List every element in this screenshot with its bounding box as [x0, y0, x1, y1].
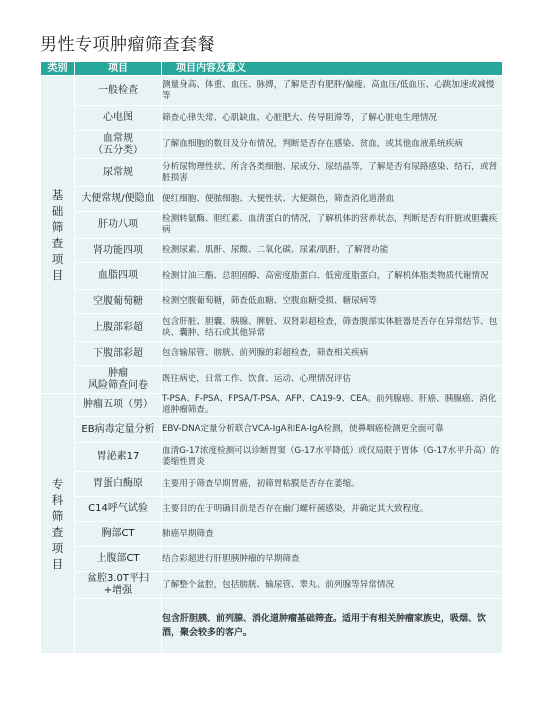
item-name: 胃蛋白酶原 [75, 472, 162, 497]
table-row [41, 314, 503, 342]
table-row [41, 522, 503, 547]
item-name: 血脂四项 [75, 263, 162, 290]
item-description: 肺癌早期筛查 [162, 522, 503, 547]
item-description: 既往病史，日常工作、饮食、运动、心理情况评估 [162, 366, 503, 394]
special-category-label: 专科筛查项目 [51, 476, 64, 571]
item-description: 主要用于筛查早期胃癌，初筛胃粘膜是否存在萎缩。 [162, 472, 503, 497]
table-row [41, 572, 503, 599]
table-row [41, 212, 503, 239]
table-row [41, 239, 503, 263]
table-row [41, 106, 503, 131]
item-description: 了解整个盆腔，包括膀胱、输尿管、睾丸、前列腺等异常情况 [162, 572, 503, 599]
item-name: 肾功能四项 [75, 239, 162, 263]
item-description: 了解血细胞的数目及分布情况，判断是否存在感染、贫血，或其他血液系统疾病 [162, 131, 503, 159]
item-name: 血常规 （五分类） [75, 131, 162, 159]
header-description: 项目内容及意义 [162, 62, 503, 76]
header-category: 类别 [41, 62, 75, 76]
table-row [41, 263, 503, 290]
item-name: 心电图 [75, 106, 162, 131]
item-description: T-PSA、F-PSA、FPSA/T-PSA、AFP、CA19-9、CEA。前列腺癌、肝癌、胰腺癌、消化道肿瘤筛查。 [162, 394, 503, 417]
item-description: 分析尿物理性状、所含各类细胞、尿成分、尿结晶等，了解是否有尿路感染、结石，或肾脏损害 [162, 159, 503, 187]
item-name: 胃泌素17 [75, 443, 162, 472]
item-name: 一般检查 [75, 76, 162, 106]
item-description: 主要目的在于明确目前是否存在幽门螺杆菌感染，并确定其大致程度。 [162, 497, 503, 522]
table-row [41, 342, 503, 366]
table-row [41, 76, 503, 106]
item-name: EB病毒定量分析 [75, 417, 162, 443]
item-name: 胸部CT [75, 522, 162, 547]
basic-category-cell [41, 76, 75, 394]
item-name: 下腹部彩超 [75, 342, 162, 366]
table-row [41, 547, 503, 572]
item-name: 尿常规 [75, 159, 162, 187]
table-row [41, 131, 503, 159]
item-name: 肝功八项 [75, 212, 162, 239]
header-item: 项目 [75, 62, 162, 76]
item-description: 包含肝脏、胆囊、胰腺、脾脏、双肾彩超检查，筛查腹部实体脏器是否存在异常结节、包块、囊肿、结石或其他异常 [162, 314, 503, 342]
item-description: 测量身高、体重、血压、脉搏，了解是否有肥胖/偏瘦、高血压/低血压、心跳加速或减慢等 [162, 76, 503, 106]
summary-text: 包含肝胆胰、前列腺、消化道肿瘤基础筛查。适用于有相关肿瘤家族史，吸烟、饮酒，聚会较多的客户。 [162, 599, 503, 654]
page-title: 男性专项肿瘤筛查套餐 [40, 35, 215, 55]
table-row [41, 187, 503, 212]
item-description: 检测转氨酶、胆红素、血清蛋白的情况，了解机体的营养状态，判断是否有肝脏或胆囊疾病 [162, 212, 503, 239]
item-description: 血清G-17浓度检测可以诊断胃窦（G-17水平降低）或仅局限于胃体（G-17水平升高）的萎缩性胃炎 [162, 443, 503, 472]
item-description: 包含输尿管、膀胱、前列腺的彩超检查，筛查相关疾病 [162, 342, 503, 366]
table-row [41, 417, 503, 443]
table-row [41, 366, 503, 394]
item-name: 肿瘤五项（男） [75, 394, 162, 417]
item-name: 上腹部CT [75, 547, 162, 572]
item-name: 大便常规/便隐血 [75, 187, 162, 212]
table-row [41, 394, 503, 417]
item-description: 筛查心律失常、心肌缺血、心脏肥大、传导阻滞等，了解心脏电生理情况 [162, 106, 503, 131]
item-name: 上腹部彩超 [75, 314, 162, 342]
table-header-row [41, 62, 503, 76]
summary-item-cell [75, 599, 162, 654]
table-row [41, 290, 503, 314]
table-row [41, 443, 503, 472]
item-name: 空腹葡萄糖 [75, 290, 162, 314]
table-row [41, 159, 503, 187]
item-name: 肿瘤 风险筛查问卷 [75, 366, 162, 394]
table-row [41, 497, 503, 522]
item-description: 便红细胞、便脓细胞、大便性状、大便颜色，筛查消化道潜血 [162, 187, 503, 212]
summary-row [41, 599, 503, 654]
special-category-cell [41, 394, 75, 654]
basic-category-label: 基础筛查项目 [51, 187, 64, 282]
item-description: 检测尿素、肌酐、尿酸、二氧化碳、尿素/肌酐，了解肾功能 [162, 239, 503, 263]
table-row [41, 472, 503, 497]
item-name: 盆腔3.0T平扫 +增强 [75, 572, 162, 599]
item-description: 结合彩超进行肝胆胰肿瘤的早期筛查 [162, 547, 503, 572]
item-name: C14呼气试验 [75, 497, 162, 522]
item-description: 检测甘油三酯、总胆固醇、高密度脂蛋白、低密度脂蛋白，了解机体脂类物质代谢情况 [162, 263, 503, 290]
package-table [40, 61, 503, 654]
item-description: 检测空腹葡萄糖，筛查低血糖、空腹血糖受损、糖尿病等 [162, 290, 503, 314]
item-description: EBV-DNA定量分析联合VCA-IgA和EA-IgA检测，使鼻咽癌检测更全面可靠 [162, 417, 503, 443]
